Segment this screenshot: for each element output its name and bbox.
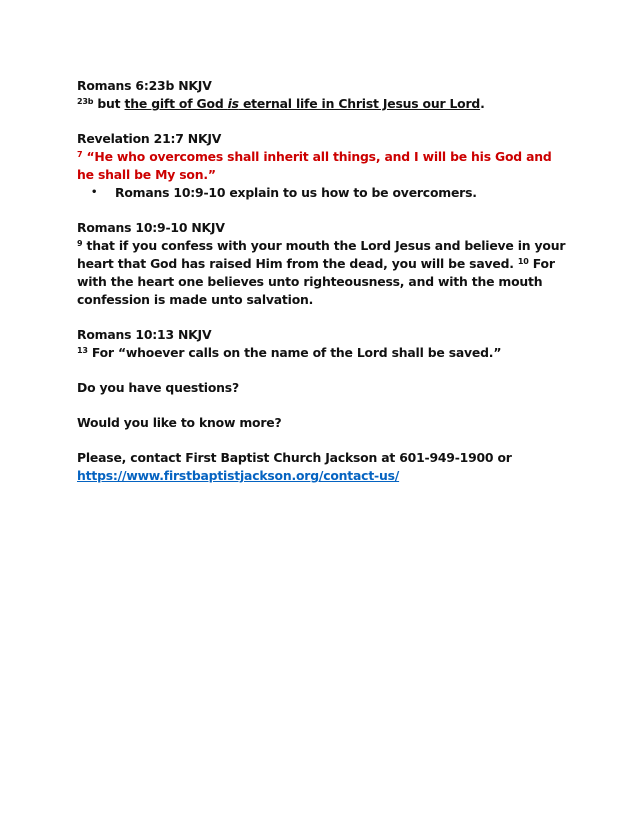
verse-end: . (480, 96, 485, 111)
questions-line: Do you have questions? (77, 380, 239, 395)
verse-number: 13 (77, 346, 88, 355)
know-more-line: Would you like to know more? (77, 415, 282, 430)
verse-number: 7 (77, 150, 83, 159)
section-heading: Romans 10:9-10 NKJV (77, 220, 225, 235)
verse-text-red (77, 148, 569, 184)
verse-underlined-part-2: eternal life in Christ Jesus our Lord (238, 96, 481, 111)
section-romans-10-9-10 (77, 219, 569, 309)
verse-prefix: but (97, 96, 125, 111)
bullet-item (77, 184, 569, 202)
section-revelation-21-7 (77, 130, 569, 202)
verse-number: 9 (77, 239, 83, 248)
section-heading: Romans 10:13 NKJV (77, 327, 212, 342)
section-heading: Romans 6:23b NKJV (77, 78, 212, 93)
verse-italic-word: is (227, 96, 239, 111)
contact-text: Please, contact First Baptist Church Jackson at 601-949-1900 or (77, 450, 512, 465)
verse-underlined-part-1: the gift of God (124, 96, 228, 111)
section-romans-6-23b (77, 77, 569, 113)
verse-quote: “He who overcomes shall inherit all things, and I will be his God and he shall be My son.” (77, 149, 552, 182)
bullet-text: Romans 10:9-10 explain to us how to be overcomers. (115, 185, 477, 200)
bullet-icon: • (91, 187, 98, 198)
verse-number: 10 (517, 257, 529, 266)
section-romans-10-13 (77, 326, 569, 362)
contact-block (77, 449, 569, 485)
contact-link[interactable]: https://www.firstbaptistjackson.org/contact-us/ (77, 468, 400, 483)
verse-text (77, 344, 569, 362)
verse-13-text: For “whoever calls on the name of the Lord shall be saved.” (87, 345, 502, 360)
verse-text (77, 95, 569, 113)
verse-10-text: For with the heart one believes unto righteousness, and with the mouth confession is made unto salvation. (77, 256, 555, 307)
verse-number: 23b (77, 97, 94, 106)
verse-text (77, 237, 569, 309)
section-heading: Revelation 21:7 NKJV (77, 131, 222, 146)
verse-9-text: that if you confess with your mouth the Lord Jesus and believe in your heart that God has raised Him from the dead, you will be saved. (77, 238, 566, 271)
document-page (77, 77, 569, 502)
